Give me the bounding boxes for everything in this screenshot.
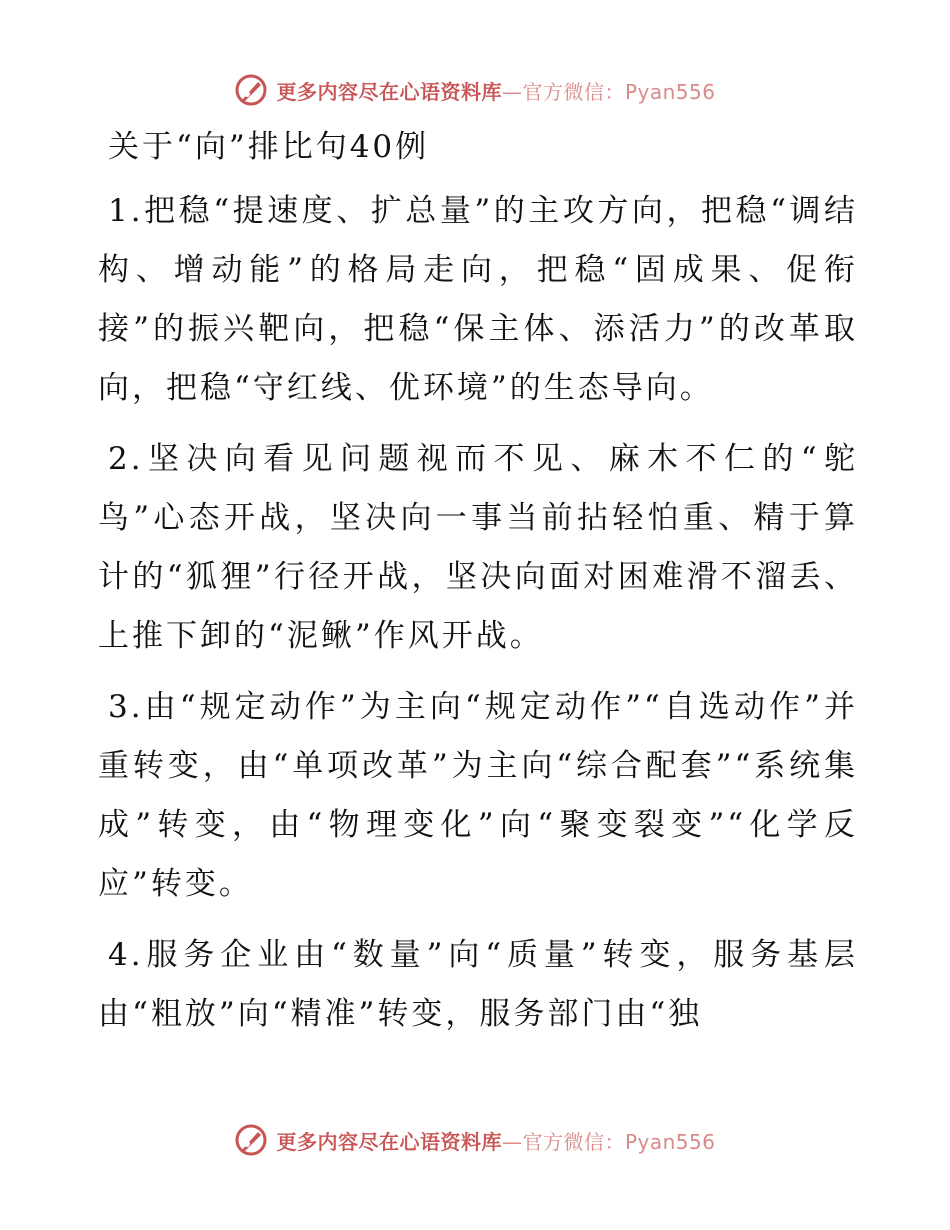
paragraph-1: 1.把稳“提速度、扩总量”的主攻方向，把稳“调结构、增动能”的格局走向，把稳“固成果、促衔接”的振兴靶向，把稳“保主体、添活力”的改革取向，把稳“守红线、优环境”的生态导向。 — [98, 193, 858, 406]
document-title: 关于“向”排比句40例 — [108, 129, 430, 165]
watermark-text — [276, 1126, 715, 1155]
paragraph-2: 2.坚决向看见问题视而不见、麻木不仁的“鸵鸟”心态开战，坚决向一事当前拈轻怕重、精于算计的“狐狸”行径开战，坚决向面对困难滑不溜丢、上推下卸的“泥鳅”作风开战。 — [98, 441, 858, 654]
quill-circle-icon — [234, 73, 268, 107]
document-body — [98, 120, 858, 1056]
quill-circle-icon — [234, 1123, 268, 1157]
paragraph-4: 4.服务企业由“数量”向“质量”转变，服务基层由“粗放”向“精准”转变，服务部门由“独 — [98, 937, 858, 1032]
paragraph-3: 3.由“规定动作”为主向“规定动作”“自选动作”并重转变，由“单项改革”为主向“综合配套”“系统集成”转变，由“物理变化”向“聚变裂变”“化学反应”转变。 — [98, 689, 858, 902]
watermark-text-strong: 更多内容尽在心语资料库 — [276, 79, 502, 104]
header-watermark — [0, 70, 950, 110]
watermark-text-rest: —官方微信：Pyan556 — [501, 79, 716, 104]
watermark-text-strong: 更多内容尽在心语资料库 — [276, 1129, 502, 1154]
footer-watermark — [0, 1120, 950, 1160]
watermark-text-rest: —官方微信：Pyan556 — [501, 1129, 716, 1154]
watermark-text — [276, 76, 715, 105]
